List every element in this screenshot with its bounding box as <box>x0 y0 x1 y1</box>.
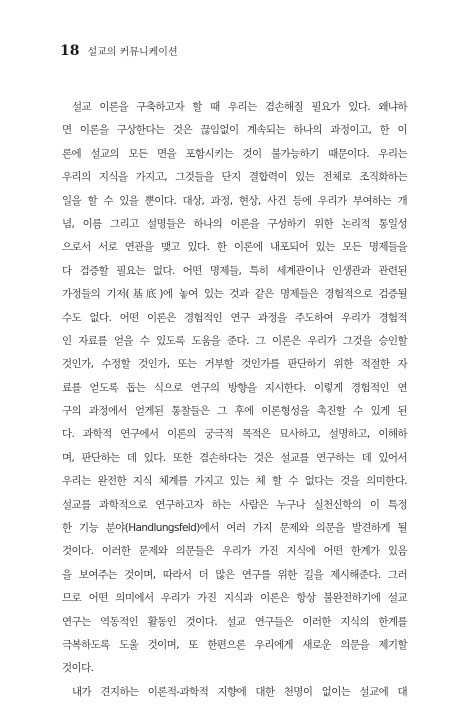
text-line: 료를 얻도록 돕는 식으로 연구의 방향을 지시한다. 이렇게 경험적인 연 <box>62 381 407 394</box>
text-line: 수도 없다. 어떤 이론은 경험적인 연구 과정을 주도하여 우리가 경험적 <box>62 311 407 324</box>
body-text <box>62 96 407 704</box>
text-line: 우리는 완전한 지식 체계를 가지고 있는 체 할 수 없다는 것을 의미한다. <box>62 475 407 488</box>
text-line: 내가 견지하는 이론적-과학적 지향에 대한 천명이 없이는 설교에 대 <box>72 685 407 698</box>
text-line: 구의 과정에서 얻게된 통찰들은 그 후에 이론형성을 촉진할 수 있게 된 <box>62 405 407 418</box>
chapter-title: 설교의 커뮤니케이션 <box>87 47 178 58</box>
text-line: 며, 판단하는 데 있다. 또한 겸손하다는 것은 설교를 연구하는 데 있어서 <box>62 451 407 464</box>
running-head <box>60 43 178 59</box>
text-line: 념, 이름 그리고 설명들은 하나의 이론을 구성하기 위한 논리적 통일성 <box>62 217 407 230</box>
text-line: 므로 어떤 의미에서 우리가 가진 지식과 이론은 항상 불완전하기에 설교 <box>62 592 407 605</box>
text-line: 극복하도록 도울 것이며, 또 한편으론 우리에게 새로운 의문을 제기할 <box>62 638 407 651</box>
text-line: 으로서 서로 연관을 맺고 있다. 한 이론에 내포되어 있는 모든 명제들을 <box>62 241 407 254</box>
text-line: 가정들의 기저(基底)에 놓여 있는 것과 같은 명제들은 경험적으로 검증될 <box>62 288 407 301</box>
text-line: 을 보여주는 것이며, 따라서 더 많은 연구를 위한 길을 제시해준다. 그러 <box>62 568 407 581</box>
text-line: 것이다. <box>62 662 94 675</box>
text-line: 론에 설교의 모든 면을 포함시키는 것이 불가능하기 때문이다. 우리는 <box>62 147 407 160</box>
text-line: 설교를 과학적으로 연구하고자 하는 사람은 누구나 실천신학의 이 특정 <box>62 498 407 511</box>
page-number: 18 <box>60 43 80 59</box>
text-line: 면 이론을 구상한다는 것은 끊임없이 계속되는 하나의 과정이고, 한 이 <box>62 124 407 137</box>
text-line: 것인가, 수정할 것인가, 또는 거부할 것인가를 판단하기 위한 적절한 자 <box>62 358 407 371</box>
text-line: 연구는 역동적인 활동인 것이다. 설교 연구들은 이러한 지식의 한계를 <box>62 615 407 628</box>
text-line: 일을 할 수 있을 뿐이다. 대상, 과정, 현상, 사건 등에 우리가 부여하는 개 <box>62 194 407 207</box>
text-line: 다. 과학적 연구에서 이론의 궁극적 목적은 묘사하고, 설명하고, 이해하 <box>62 428 407 441</box>
text-line: 한 기능 분야(Handlungsfeld)에서 여러 가지 문제와 의문을 발견하게 될 <box>62 522 407 535</box>
text-line: 우리의 지식을 가지고, 그것들을 단지 결합력이 있는 전체로 조직화하는 <box>62 171 407 184</box>
text-line: 다 검증할 필요는 없다. 어떤 명제들, 특히 세계관이나 인생관과 관련된 <box>62 264 407 277</box>
text-line: 인 자료를 얻을 수 있도록 도움을 준다. 그 이론은 우리가 그것을 승인할 <box>62 334 407 347</box>
text-line: 것이다. 이러한 문제와 의문들은 우리가 가진 지식에 어떤 한계가 있음 <box>62 545 407 558</box>
text-line: 설교 이론을 구축하고자 할 때 우리는 겸손해질 필요가 있다. 왜냐하 <box>72 101 407 113</box>
